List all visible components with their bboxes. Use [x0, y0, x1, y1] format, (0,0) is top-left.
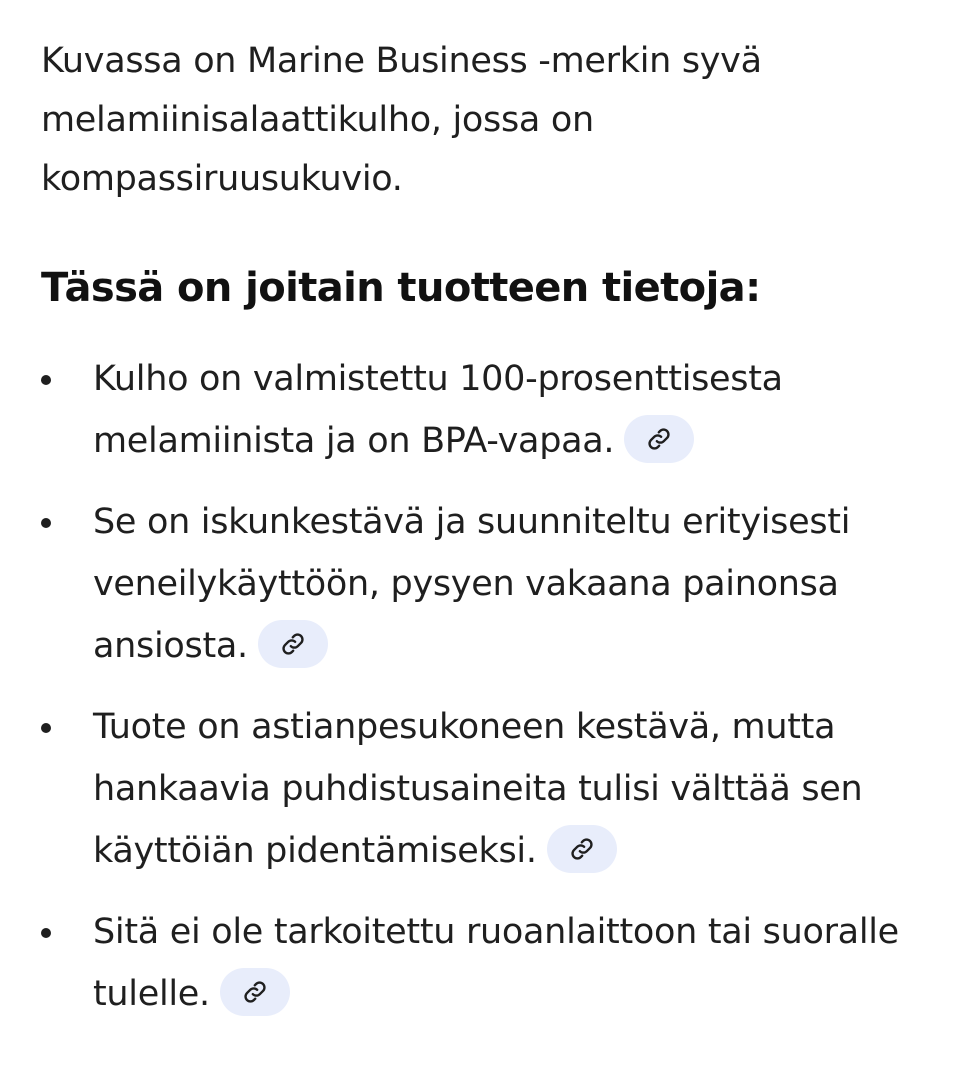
source-link-button[interactable]: [547, 825, 617, 873]
link-icon: [280, 631, 306, 657]
response-content: [41, 32, 921, 1044]
details-list: [41, 348, 921, 1025]
link-icon: [242, 979, 268, 1005]
bullet-dot: [41, 375, 51, 385]
list-item: [41, 348, 921, 472]
list-item-text: Kulho on valmistettu 100-prosenttisesta melamiinista ja on BPA-vapaa.: [93, 359, 783, 461]
list-item: [41, 696, 921, 882]
link-icon: [646, 426, 672, 452]
list-item-text: Sitä ei ole tarkoitettu ruoanlaittoon tai suoralle tulelle.: [93, 912, 899, 1014]
intro-paragraph: Kuvassa on Marine Business -merkin syvä melamiinisalaattikulho, jossa on kompassiruusukuvio.: [41, 41, 762, 199]
bullet-dot: [41, 518, 51, 528]
bullet-dot: [41, 723, 51, 733]
section-heading: Tässä on joitain tuotteen tietoja:: [41, 265, 761, 311]
source-link-button[interactable]: [258, 620, 328, 668]
list-item: [41, 901, 921, 1025]
link-icon: [569, 836, 595, 862]
source-link-button[interactable]: [624, 415, 694, 463]
list-item-text: Tuote on astianpesukoneen kestävä, mutta hankaavia puhdistusaineita tulisi välttää sen käyttöiän pidentämiseksi.: [93, 707, 863, 871]
bullet-dot: [41, 928, 51, 938]
list-item-text: Se on iskunkestävä ja suunniteltu erityisesti veneilykäyttöön, pysyen vakaana painonsa ansiosta.: [93, 502, 851, 666]
list-item: [41, 491, 921, 677]
source-link-button[interactable]: [220, 968, 290, 1016]
